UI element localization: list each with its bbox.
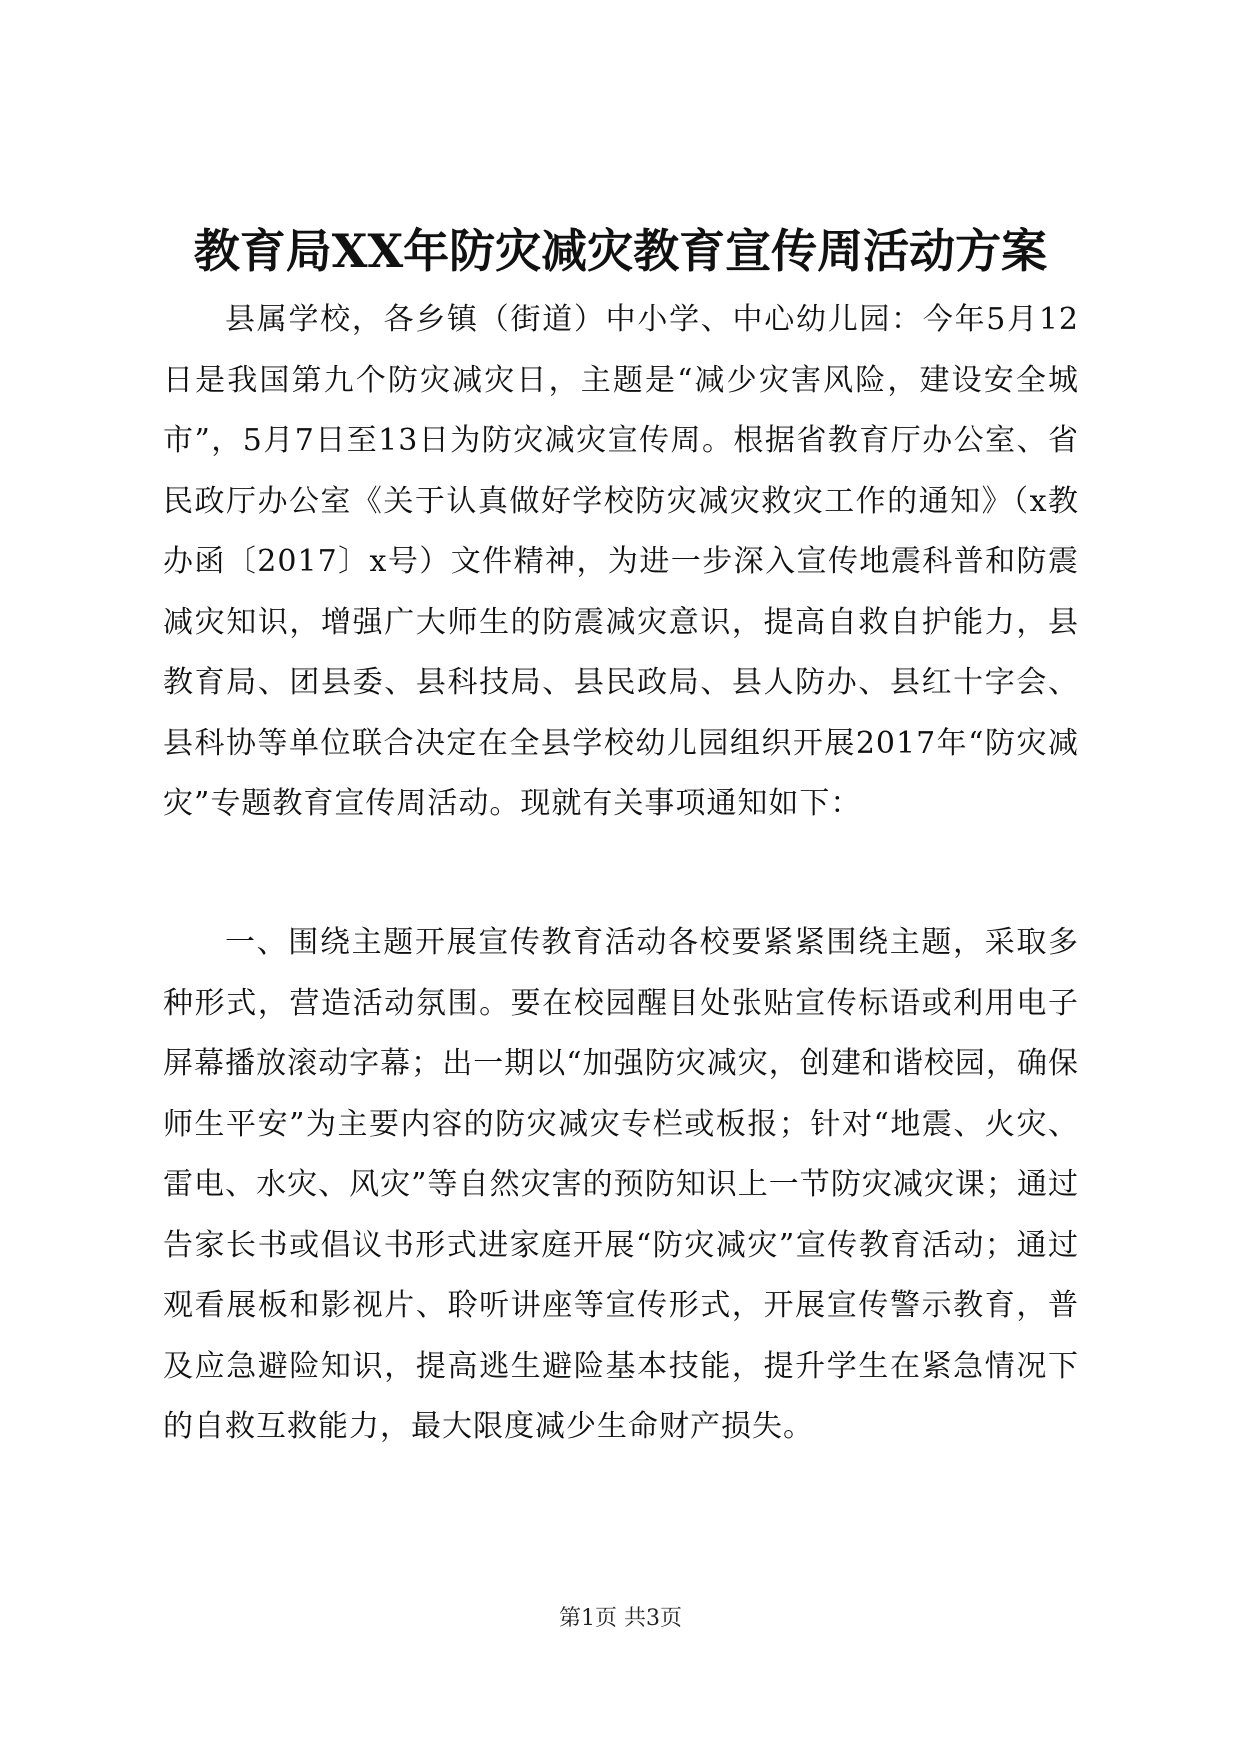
paragraph-intro: 县属学校，各乡镇（街道）中小学、中心幼儿园：今年5月12日是我国第九个防灾减灾日，主题是“减少灾害风险，建设安全城市”，5月7日至13日为防灾减灾宣传周。根据省教育厅办公室、省民政厅办公室《关于认真做好学校防灾减灾救灾工作的通知》（x教办函〔2017〕x号）文件精神，为进一步深入宣传地震科普和防震减灾知识，增强广大师生的防震减灾意识，提高自救自护能力，县教育局、团县委、县科技局、县民政局、县人防办、县红十字会、县科协等单位联合决定在全县学校幼儿园组织开展2017年“防灾减灾”专题教育宣传周活动。现就有关事项通知如下：	[163, 302, 1079, 821]
page-number-footer: 第1页 共3页	[559, 1606, 682, 1631]
paragraph-section-one: 一、围绕主题开展宣传教育活动各校要紧紧围绕主题，采取多种形式，营造活动氛围。要在校园醒目处张贴宣传标语或利用电子屏幕播放滚动字幕；出一期以“加强防灾减灾，创建和谐校园，确保师生平安”为主要内容的防灾减灾专栏或板报；针对“地震、火灾、雷电、水灾、风灾”等自然灾害的预防知识上一节防灾减灾课；通过告家长书或倡议书形式进家庭开展“防灾减灾”宣传教育活动；通过观看展板和影视片、聆听讲座等宣传形式，开展宣传警示教育，普及应急避险知识，提高逃生避险基本技能，提升学生在紧急情况下的自救互救能力，最大限度减少生命财产损失。	[163, 925, 1079, 1444]
document-title: 教育局XX年防灾减灾教育宣传周活动方案	[193, 224, 1048, 278]
